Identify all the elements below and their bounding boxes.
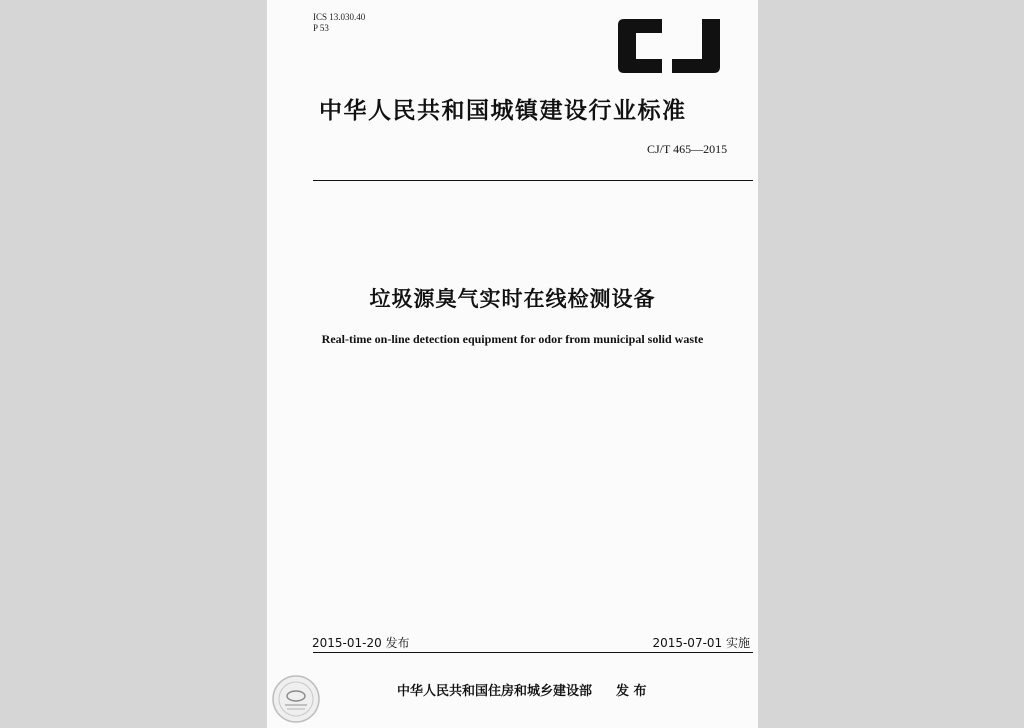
- bottom-divider: [313, 652, 753, 653]
- seal-icon: [271, 674, 321, 724]
- issuer-name: 中华人民共和国住房和城乡建设部: [397, 684, 593, 699]
- classification-codes: [313, 12, 365, 34]
- chinese-title: 垃圾源臭气实时在线检测设备: [369, 287, 656, 311]
- issuer-action: 发 布: [616, 684, 647, 699]
- issue-date: 2015-01-20 发布: [312, 636, 410, 650]
- implementation-date: 2015-07-01 实施: [652, 636, 750, 650]
- ics-code: ICS 13.030.40: [313, 12, 366, 22]
- english-title: Real-time on-line detection equipment for odor from municipal solid waste: [321, 332, 704, 346]
- class-code: P 53: [313, 23, 329, 33]
- standard-code: CJ/T 465—2015: [647, 142, 728, 156]
- standard-category-title: 中华人民共和国城镇建设行业标准: [319, 98, 687, 124]
- document-page: [267, 0, 758, 728]
- cj-logo-graphic: [616, 17, 724, 75]
- certification-seal: [271, 674, 321, 724]
- top-divider: [313, 180, 753, 181]
- cj-logo: [616, 17, 724, 75]
- issuing-authority: [397, 680, 647, 699]
